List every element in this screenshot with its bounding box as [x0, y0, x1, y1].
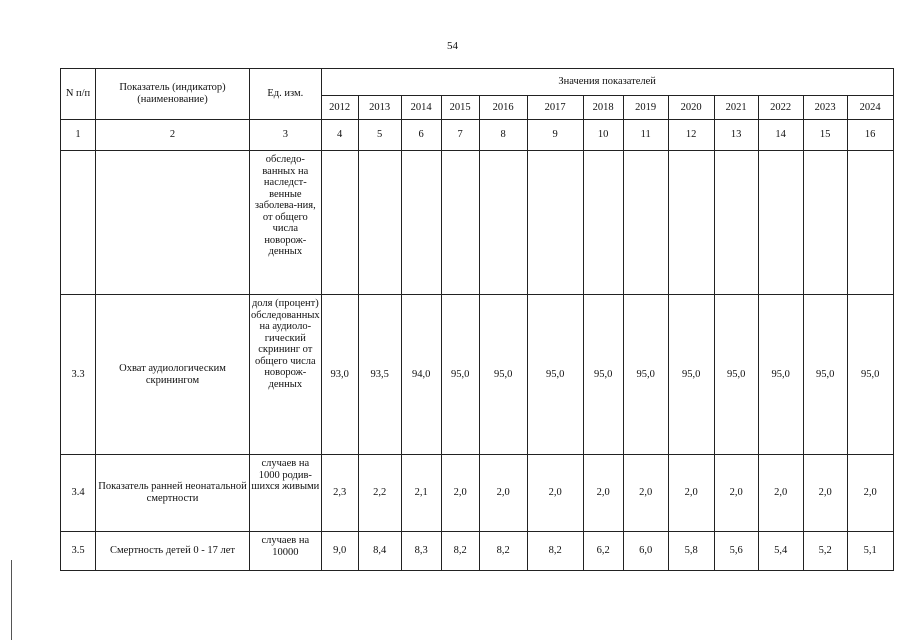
column-number: 9: [527, 120, 583, 151]
year-header: 2016: [479, 96, 527, 120]
header-indicator: Показатель (индикатор) (наименование): [96, 69, 250, 120]
value-cell: 2,1: [401, 455, 441, 532]
value-cell: [668, 151, 714, 295]
column-number: 14: [758, 120, 803, 151]
value-cell: 93,5: [358, 295, 401, 455]
column-number: 3: [250, 120, 322, 151]
row-unit: случаев на 1000 родив-шихся живыми: [250, 455, 322, 532]
year-header: 2018: [583, 96, 623, 120]
value-cell: 5,4: [758, 532, 803, 571]
value-cell: 93,0: [321, 295, 358, 455]
value-cell: [583, 151, 623, 295]
value-cell: [527, 151, 583, 295]
year-header: 2017: [527, 96, 583, 120]
column-number: 4: [321, 120, 358, 151]
scan-margin-line: [11, 560, 12, 640]
column-number: 11: [623, 120, 668, 151]
table-row: [61, 455, 894, 532]
year-header: 2022: [758, 96, 803, 120]
row-num: [61, 151, 96, 295]
value-cell: 6,0: [623, 532, 668, 571]
year-header: 2020: [668, 96, 714, 120]
column-number: 12: [668, 120, 714, 151]
value-cell: 95,0: [668, 295, 714, 455]
value-cell: 8,2: [479, 532, 527, 571]
value-cell: 8,2: [527, 532, 583, 571]
header-num: N п/п: [61, 69, 96, 120]
row-indicator: Охват аудиологическим скринингом: [96, 295, 250, 455]
value-cell: 95,0: [479, 295, 527, 455]
value-cell: 95,0: [623, 295, 668, 455]
value-cell: 9,0: [321, 532, 358, 571]
year-header: 2024: [847, 96, 893, 120]
value-cell: [714, 151, 758, 295]
header-unit: Ед. изм.: [250, 69, 322, 120]
value-cell: 2,0: [847, 455, 893, 532]
value-cell: 8,2: [441, 532, 479, 571]
value-cell: 8,3: [401, 532, 441, 571]
value-cell: 95,0: [803, 295, 847, 455]
year-header: 2012: [321, 96, 358, 120]
value-cell: [321, 151, 358, 295]
value-cell: 95,0: [527, 295, 583, 455]
value-cell: 5,8: [668, 532, 714, 571]
table-row: [61, 532, 894, 571]
value-cell: [847, 151, 893, 295]
column-number: 13: [714, 120, 758, 151]
value-cell: 2,0: [668, 455, 714, 532]
value-cell: [479, 151, 527, 295]
column-number: 8: [479, 120, 527, 151]
page-number: 54: [447, 40, 458, 52]
value-cell: 5,6: [714, 532, 758, 571]
table-row: [61, 295, 894, 455]
value-cell: 95,0: [714, 295, 758, 455]
row-num: 3.3: [61, 295, 96, 455]
column-number: 6: [401, 120, 441, 151]
column-number: 7: [441, 120, 479, 151]
row-indicator: Смертность детей 0 - 17 лет: [96, 532, 250, 571]
column-number-row: [61, 120, 894, 151]
value-cell: 2,0: [479, 455, 527, 532]
year-header: 2014: [401, 96, 441, 120]
value-cell: 94,0: [401, 295, 441, 455]
value-cell: [758, 151, 803, 295]
value-cell: 2,0: [583, 455, 623, 532]
table-row: [61, 151, 894, 295]
value-cell: 95,0: [758, 295, 803, 455]
row-num: 3.5: [61, 532, 96, 571]
value-cell: [441, 151, 479, 295]
value-cell: [358, 151, 401, 295]
value-cell: [623, 151, 668, 295]
column-number: 2: [96, 120, 250, 151]
value-cell: 2,0: [714, 455, 758, 532]
column-number: 16: [847, 120, 893, 151]
value-cell: 5,2: [803, 532, 847, 571]
value-cell: 95,0: [441, 295, 479, 455]
row-indicator: [96, 151, 250, 295]
value-cell: 6,2: [583, 532, 623, 571]
row-unit: доля (процент) обследованных на аудиоло-гический скрининг от общего числа новорож-денных: [250, 295, 322, 455]
value-cell: [401, 151, 441, 295]
value-cell: 2,0: [527, 455, 583, 532]
value-cell: 8,4: [358, 532, 401, 571]
year-header: 2013: [358, 96, 401, 120]
column-number: 10: [583, 120, 623, 151]
header-values-title: Значения показателей: [321, 69, 893, 96]
row-unit: обследо-ванных на наследст-венные заболева-ния, от общего числа новорож-денных: [250, 151, 322, 295]
value-cell: 2,0: [803, 455, 847, 532]
value-cell: 95,0: [583, 295, 623, 455]
value-cell: 2,0: [441, 455, 479, 532]
year-header: 2015: [441, 96, 479, 120]
value-cell: 2,0: [623, 455, 668, 532]
year-header: 2023: [803, 96, 847, 120]
year-header: 2019: [623, 96, 668, 120]
indicators-table: [60, 68, 894, 571]
value-cell: 2,3: [321, 455, 358, 532]
column-number: 1: [61, 120, 96, 151]
row-unit: случаев на 10000: [250, 532, 322, 571]
value-cell: 95,0: [847, 295, 893, 455]
row-num: 3.4: [61, 455, 96, 532]
value-cell: 2,0: [758, 455, 803, 532]
value-cell: 2,2: [358, 455, 401, 532]
value-cell: 5,1: [847, 532, 893, 571]
row-indicator: Показатель ранней неонатальной смертности: [96, 455, 250, 532]
column-number: 15: [803, 120, 847, 151]
value-cell: [803, 151, 847, 295]
year-header: 2021: [714, 96, 758, 120]
column-number: 5: [358, 120, 401, 151]
